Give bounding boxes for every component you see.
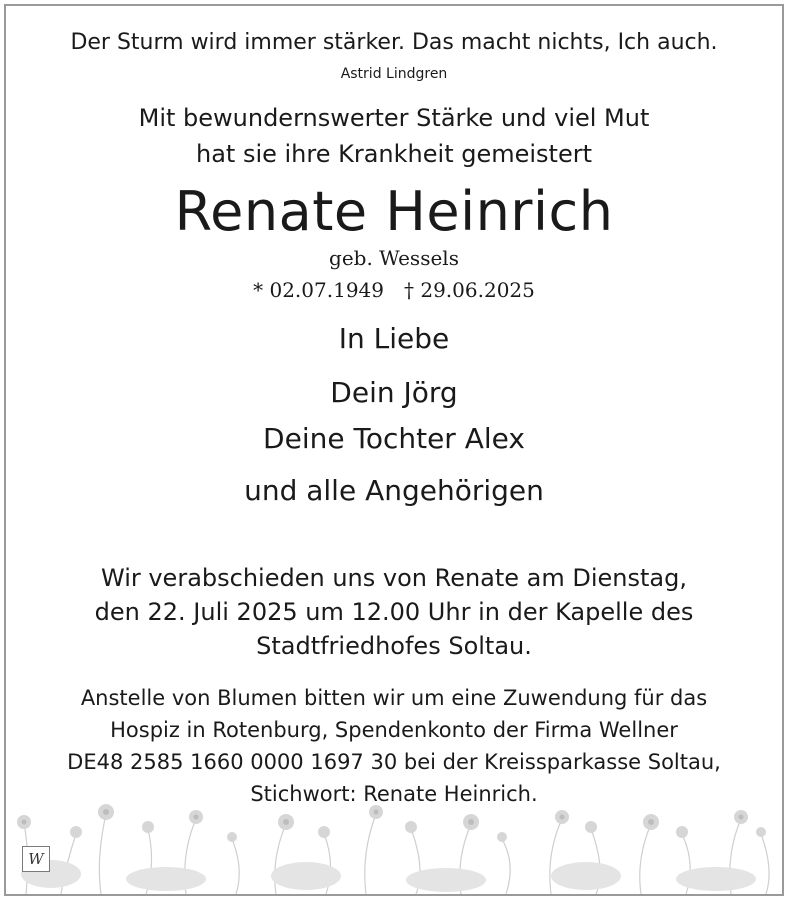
mourner-line-2: Deine Tochter Alex — [263, 422, 525, 455]
life-dates — [6, 278, 782, 302]
donation-line-2: Hospiz in Rotenburg, Spendenkonto der Firma Wellner — [110, 718, 678, 742]
obituary-card — [4, 4, 784, 896]
funeral-line-2: den 22. Juli 2025 um 12.00 Uhr in der Kapelle des — [94, 598, 694, 626]
quote-author: Astrid Lindgren — [340, 66, 448, 82]
mourner-line-1: Dein Jörg — [330, 376, 458, 409]
funeral-line-1: Wir verabschieden uns von Renate am Dienstag, — [100, 564, 688, 592]
publisher-logo: W — [22, 846, 50, 872]
donation-line-4: Stichwort: Renate Heinrich. — [250, 782, 538, 806]
motto-line-1: Mit bewundernswerter Stärke und viel Mut — [138, 104, 650, 132]
maiden-name: geb. Wessels — [329, 246, 459, 270]
donation-line-3: DE48 2585 1660 0000 1697 30 bei der Kreissparkasse Soltau, — [67, 750, 721, 774]
donation-line-1: Anstelle von Blumen bitten wir um eine Zuwendung für das — [80, 686, 708, 710]
deceased-name: Renate Heinrich — [174, 180, 614, 243]
mourner-line-3: und alle Angehörigen — [244, 474, 544, 507]
mourners-intro: In Liebe — [338, 322, 450, 355]
motto-line-2: hat sie ihre Krankheit gemeistert — [195, 140, 592, 168]
death-date: † 29.06.2025 — [404, 278, 535, 302]
birth-date: * 02.07.1949 — [253, 278, 384, 302]
quote-text: Der Sturm wird immer stärker. Das macht nichts, Ich auch. — [70, 30, 718, 55]
funeral-line-3: Stadtfriedhofes Soltau. — [256, 632, 532, 660]
